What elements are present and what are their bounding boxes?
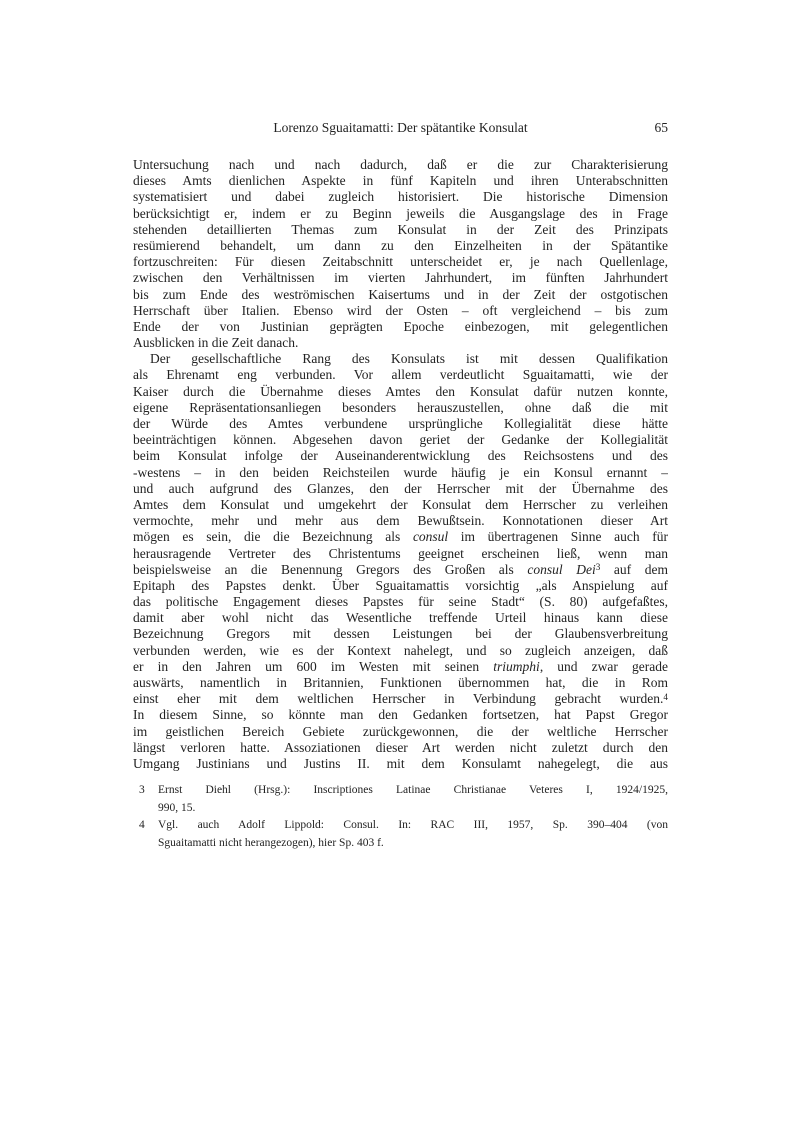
text-line: systematisiert und dabei zugleich historisiert. Die historische Dimension: [133, 189, 668, 205]
footnote: [133, 817, 668, 852]
text-line: einst eher mit dem weltlichen Herrscher in Verbindung gebracht wurden.$^4$: [133, 691, 668, 707]
text-line: Bezeichnung Gregors mit dessen Leistungen bei der Glaubensverbreitung: [133, 626, 668, 642]
text-line: -westens – in den beiden Reichsteilen wurde häufig je ein Konsul ernannt –: [133, 464, 668, 480]
text-line: Umgang Justinians und Justins II. mit dem Konsulamt nahegelegt, die aus: [133, 755, 668, 771]
text-line: resümierend behandelt, um dann zu den Einzelheiten in der Spätantike: [133, 237, 668, 253]
text-line: das politische Engagement dieses Papstes für seine Stadt“ (S. 80) aufgefaßtes,: [133, 594, 668, 610]
text-line: zwischen den Verhältnissen im vierten Jahrhundert, im fünften Jahrhundert: [133, 270, 668, 286]
footnote-text: [158, 817, 668, 852]
text-line: stehenden detaillierten Themas zum Konsulat in der Zeit des Prinzipats: [133, 221, 668, 237]
main-text: [133, 157, 668, 772]
text-line: und auch aufgrund des Glanzes, den der Herrscher mit der Übernahme des: [133, 480, 668, 496]
text-line: beeinträchtigen können. Abgesehen davon geriet der Gedanke der Kollegialität: [133, 432, 668, 448]
text-line: dieses Amts dienlichen Aspekte in fünf Kapiteln und ihren Unterabschnitten: [133, 173, 668, 189]
text-line: Untersuchung nach und nach dadurch, daß er die zur Charakterisierung: [133, 157, 668, 172]
text-line: berücksichtigt er, indem er zu Beginn jeweils die Ausgangslage des in Frage: [133, 205, 668, 221]
text-line: mögen es sein, die die Bezeichnung als consul im übertragenen Sinne auch für: [133, 529, 668, 545]
text-line: Ausblicken in die Zeit danach.: [133, 335, 299, 351]
text-line: er in den Jahren um 600 im Westen mit seinen triumphi, und zwar gerade: [133, 658, 668, 674]
header-page-number: 65: [654, 120, 668, 135]
text-line: vermochte, mehr und mehr aus dem Bewußtsein. Konnotationen dieser Art: [133, 513, 668, 529]
footnote-line: Ernst Diehl (Hrsg.): Inscriptiones Latinae Christianae Veteres I, 1924/1925,: [158, 784, 668, 796]
text-line: Epitaph des Papstes denkt. Über Sguaitamattis vorsichtig „als Anspielung auf: [133, 577, 668, 593]
running-header: [133, 120, 668, 136]
text-line: längst verloren hatte. Assoziationen dieser Art werden nicht zuletzt durch den: [133, 739, 668, 755]
text-line: Herrschaft über Italien. Ebenso wird der Osten – oft vergleichend – bis zum: [133, 302, 668, 318]
text-line: als Ehrenamt eng verbunden. Vor allem verdeutlicht Sguaitamatti, wie der: [133, 367, 668, 383]
footnotes: [133, 782, 668, 853]
text-line: auswärts, namentlich in Britannien, Funktionen übernommen hat, die in Rom: [133, 675, 668, 690]
footnote-text: [158, 782, 668, 817]
text-line: herausragende Vertreter des Christentums geeignet erscheinen ließ, wenn man: [133, 545, 668, 561]
paragraph: [133, 157, 668, 351]
footnote-number: 4: [139, 819, 145, 832]
text-line: Kaiser durch die Übernahme dieses Amtes den Konsulat dafür nutzen konnte,: [133, 383, 668, 399]
footnote-line: Vgl. auch Adolf Lippold: Consul. In: RAC III, 1957, Sp. 390–404 (von: [158, 819, 668, 832]
paragraph: [133, 351, 668, 772]
footnote-number: 3: [139, 784, 145, 796]
footnote-line: Sguaitamatti nicht herangezogen), hier Sp. 403 f.: [158, 837, 384, 850]
text-line: Der gesellschaftliche Rang des Konsulats ist mit dessen Qualifikation: [150, 351, 668, 367]
footnote-line: 990, 15.: [158, 801, 196, 814]
text-line: fortzuschreiten: Für diesen Zeitabschnitt unterscheidet er, je nach Quellenlage,: [133, 254, 668, 270]
text-line: Amtes dem Konsulat und umgekehrt der Konsulat dem Herrscher zu verleihen: [133, 496, 668, 512]
text-line: eigene Repräsentationsanliegen besonders herauszustellen, ohne daß die mit: [133, 399, 668, 415]
text-line: bis zum Ende des weströmischen Kaisertums und in der Zeit der ostgotischen: [133, 286, 668, 302]
text-line: verbunden werden, wie es der Kontext nahelegt, und so zugleich anzeigen, daß: [133, 642, 668, 658]
text-line: beispielsweise an die Benennung Gregors des Großen als consul Dei$^3$ auf dem: [133, 561, 668, 577]
footnote: [133, 782, 668, 817]
text-line: im geistlichen Bereich Gebiete zurückgewonnen, die der weltliche Herrscher: [133, 723, 668, 739]
text-line: damit aber wohl nicht das Wesentliche treffende Urteil hinaus kann diese: [133, 610, 668, 626]
text-line: Ende der von Justinian geprägten Epoche einbezogen, mit gelegentlichen: [133, 318, 668, 334]
text-line: In diesem Sinne, so könnte man den Gedanken fortsetzen, hat Papst Gregor: [133, 707, 668, 723]
header-title: Lorenzo Sguaitamatti: Der spätantike Konsulat: [273, 120, 528, 135]
text-line: beim Konsulat infolge der Auseinanderentwicklung des Reichsostens und des: [133, 448, 668, 464]
text-line: der Würde des Amtes verbundene ursprüngliche Kollegialität diese hätte: [133, 416, 668, 431]
